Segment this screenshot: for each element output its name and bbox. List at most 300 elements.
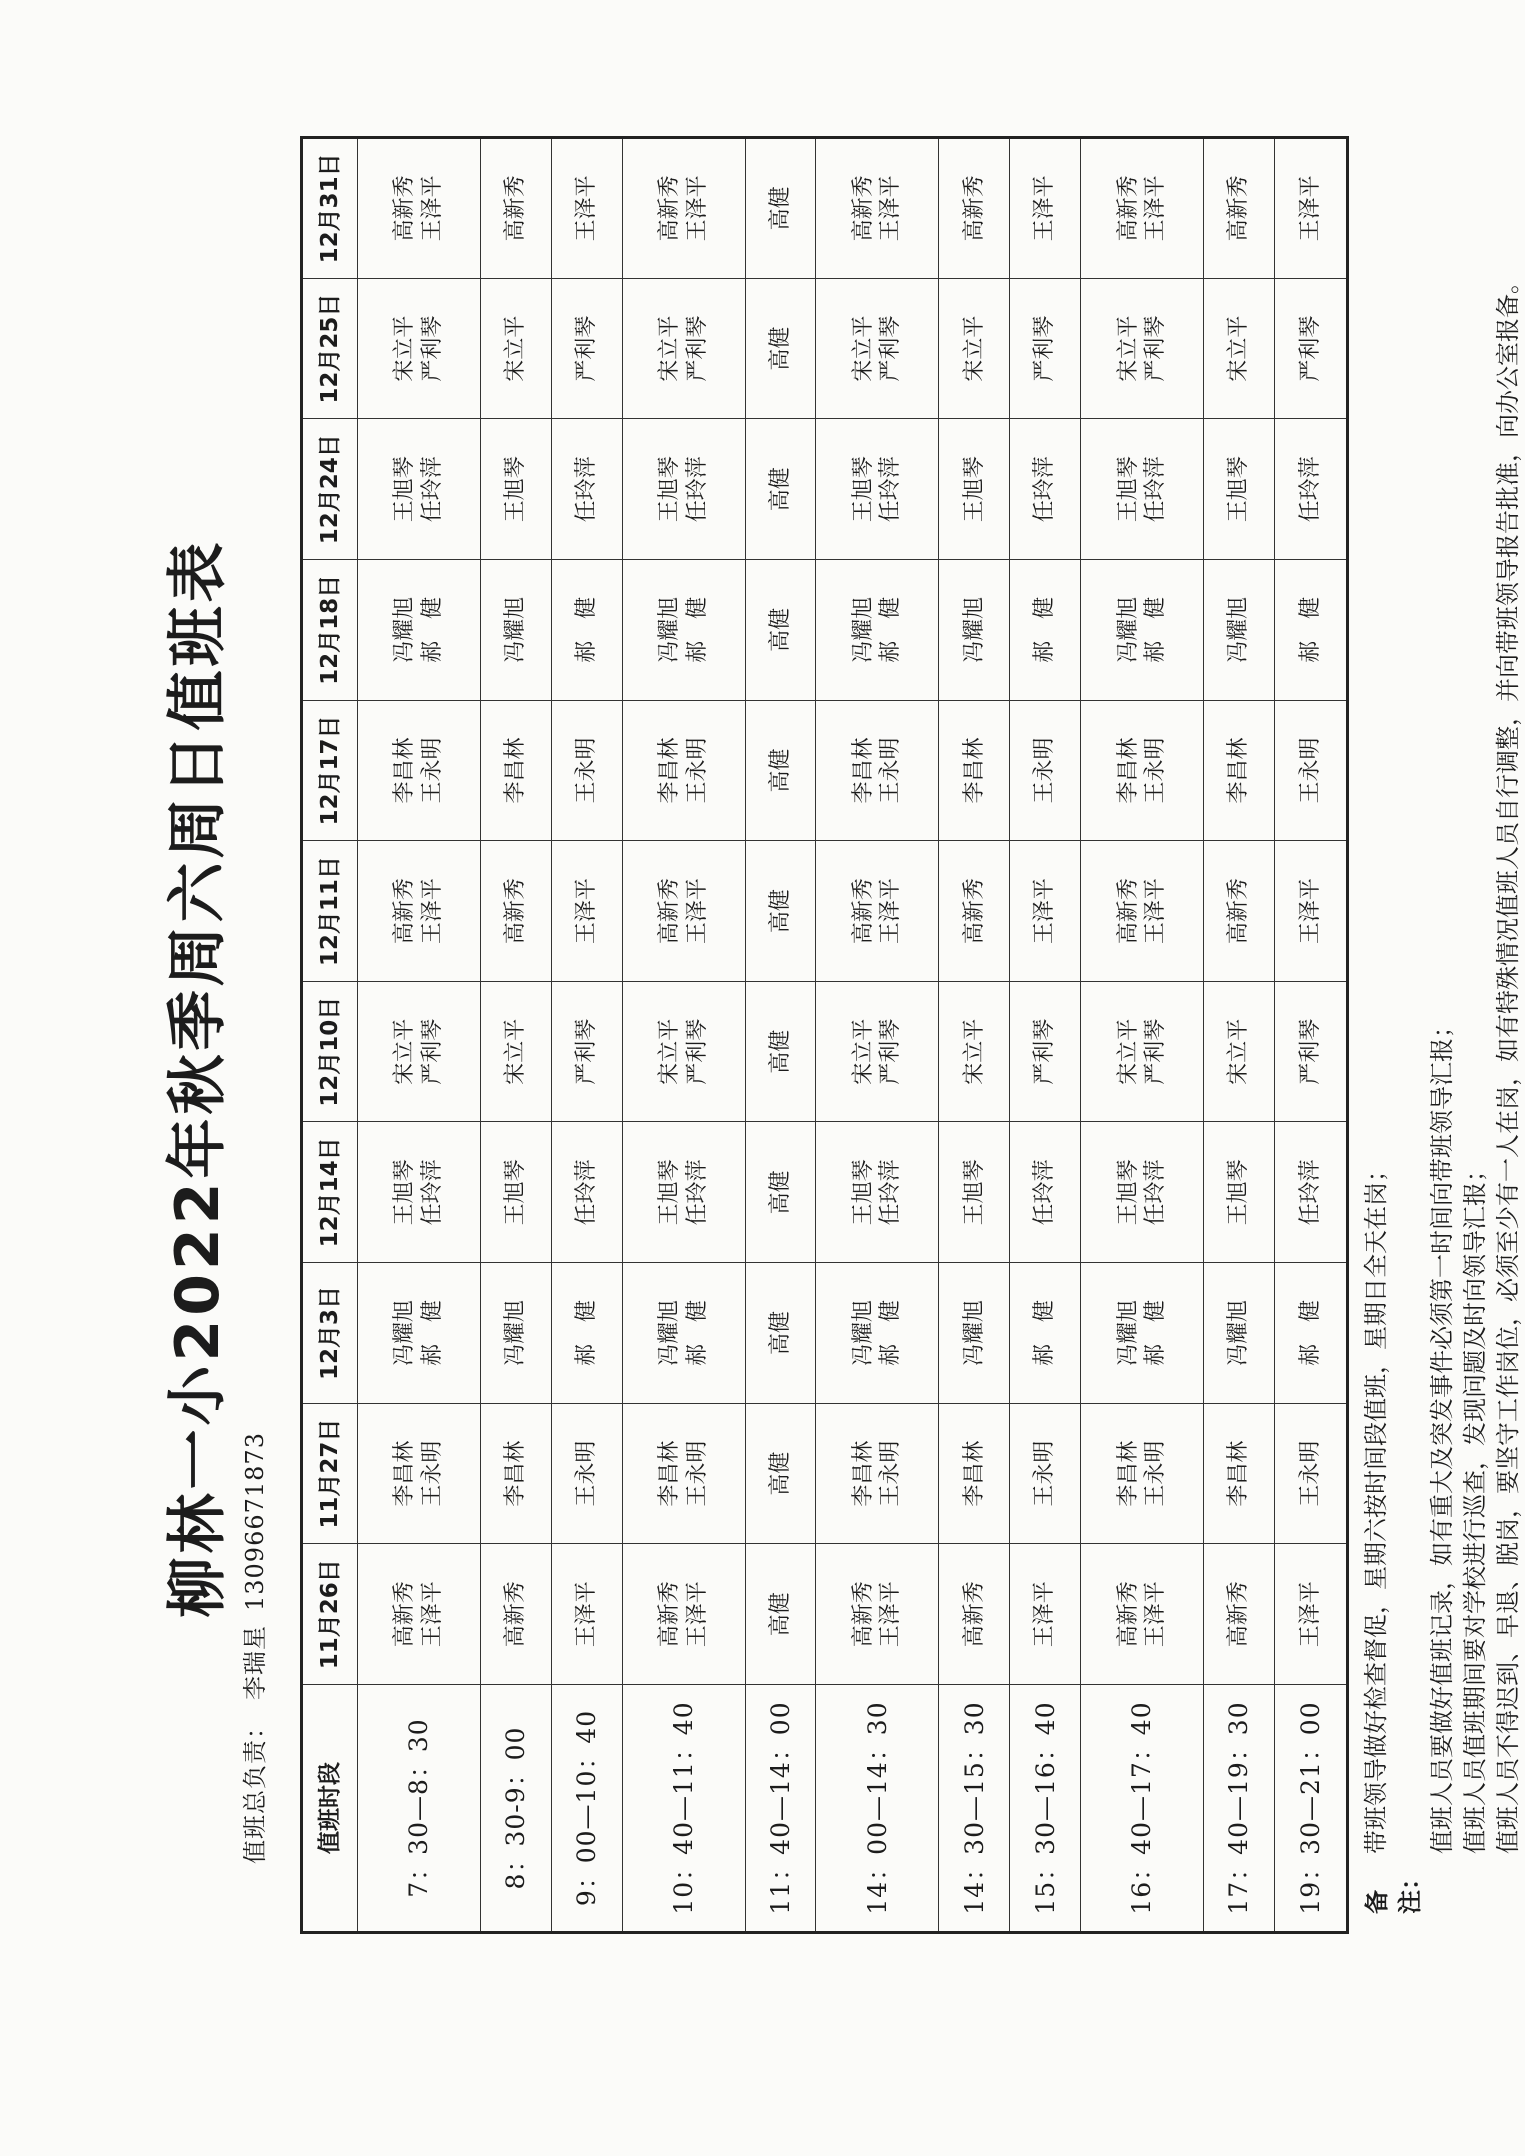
duty-cell [1204,981,1275,1122]
staff-name: 王永明 [1143,737,1169,804]
staff-name: 冯耀旭 [850,596,876,663]
staff-name: 宋立平 [657,315,683,382]
duty-cell [1081,1263,1204,1404]
staff-name: 冯耀旭 [1226,596,1252,663]
staff-name: 高新秀 [657,878,683,945]
staff-name: 王泽平 [1032,878,1058,945]
duty-cell [1081,1122,1204,1263]
duty-cell [939,1544,1010,1685]
remark-line [1492,114,1525,1914]
duty-cell [622,419,745,560]
supervisor-label: 值班总负责： [241,1714,269,1864]
staff-name: 王泽平 [573,878,599,945]
staff-name: 王泽平 [878,1581,904,1648]
staff-name: 王旭琴 [1226,456,1252,523]
duty-cell [745,1403,816,1544]
header-date: 12月10日 [302,981,358,1122]
staff-name: 郝 健 [419,1299,445,1366]
duty-cell [358,1122,481,1263]
table-body [358,138,1348,1933]
remark-text: 值班人员不得迟到、早退、脱岗，要坚守工作岗位，必须至少有一人在岗，如有特殊情况值班人员自行调整，并向带班领导报告批准，向办公室报备。 [1494,270,1522,1854]
duty-cell [1010,981,1081,1122]
staff-name: 任玲萍 [573,1159,599,1226]
staff-name: 王永明 [684,1440,710,1507]
staff-name: 郝 健 [878,596,904,663]
supervisor-name: 李瑞星 [241,1625,269,1700]
staff-name: 严利琴 [419,1018,445,1085]
staff-name: 高新秀 [657,1581,683,1648]
duty-cell [939,1122,1010,1263]
staff-name: 王永明 [1297,737,1323,804]
duty-cell [1010,700,1081,841]
staff-name: 王泽平 [573,1581,599,1648]
staff-name: 宋立平 [1226,1018,1252,1085]
staff-name: 王泽平 [573,175,599,242]
duty-cell [1010,1544,1081,1685]
staff-name: 严利琴 [1297,315,1323,382]
duty-cell [816,560,939,701]
staff-name: 王泽平 [1032,1581,1058,1648]
time-slot-cell: 7：30—8：30 [358,1685,481,1933]
staff-name: 王旭琴 [392,456,418,523]
duty-cell [551,700,622,841]
staff-name: 高新秀 [503,878,529,945]
duty-cell [1274,1122,1347,1263]
staff-name: 王永明 [1143,1440,1169,1507]
staff-name: 高新秀 [503,1581,529,1648]
remark-text: 带班领导做好检查督促，星期六按时间段值班，星期日全天在岗； [1362,1158,1390,1854]
staff-name: 李昌林 [1115,1440,1141,1507]
staff-name: 高新秀 [1115,1581,1141,1648]
duty-cell [551,841,622,982]
duty-cell [1204,1544,1275,1685]
staff-name: 冯耀旭 [657,1299,683,1366]
table-header-row [302,138,358,1933]
time-slot-cell: 8：30-9：00 [480,1685,551,1933]
table-row [745,138,816,1933]
header-date: 11月26日 [302,1544,358,1685]
staff-name: 任玲萍 [878,1159,904,1226]
table-row [1081,138,1204,1933]
staff-name: 宋立平 [850,1018,876,1085]
staff-name: 冯耀旭 [657,596,683,663]
duty-cell [622,278,745,419]
duty-cell [745,1122,816,1263]
supervisor-line [235,1418,270,1864]
staff-name: 王旭琴 [1115,1159,1141,1226]
staff-name: 王旭琴 [1115,456,1141,523]
staff-name: 王泽平 [1032,175,1058,242]
staff-name: 任玲萍 [1143,1159,1169,1226]
staff-name: 李昌林 [392,737,418,804]
duty-cell [358,419,481,560]
staff-name: 王永明 [573,1440,599,1507]
staff-name: 高新秀 [1226,175,1252,242]
staff-name: 李昌林 [657,737,683,804]
duty-cell [745,1544,816,1685]
staff-name: 王泽平 [684,1581,710,1648]
header-date: 12月24日 [302,419,358,560]
duty-cell [939,560,1010,701]
staff-name: 郝 健 [684,1299,710,1366]
staff-name: 严利琴 [1297,1018,1323,1085]
staff-name: 郝 健 [1032,1299,1058,1366]
duty-cell [1274,981,1347,1122]
staff-name: 任玲萍 [1143,456,1169,523]
duty-cell [1204,1122,1275,1263]
duty-cell [745,841,816,982]
remark-text: 值班人员要做好值班记录，如有重大及突发事件必须第一时间向带班领导汇报； [1428,1014,1456,1854]
staff-name: 王永明 [419,737,445,804]
staff-name: 王泽平 [1143,1581,1169,1648]
time-slot-cell: 11：40—14：00 [745,1685,816,1933]
staff-name: 王永明 [419,1440,445,1507]
staff-name: 宋立平 [657,1018,683,1085]
staff-name: 李昌林 [961,1440,987,1507]
staff-name: 严利琴 [684,1018,710,1085]
duty-cell [1081,700,1204,841]
duty-cell [939,841,1010,982]
staff-name: 王永明 [684,737,710,804]
staff-name: 郝 健 [573,1299,599,1366]
staff-name: 严利琴 [1143,1018,1169,1085]
staff-name: 严利琴 [1143,315,1169,382]
duty-cell [1274,1403,1347,1544]
staff-name: 王永明 [1297,1440,1323,1507]
duty-cell [551,981,622,1122]
duty-cell [358,1403,481,1544]
duty-cell [480,1263,551,1404]
duty-cell [1274,1263,1347,1404]
duty-cell [622,1263,745,1404]
duty-cell [1081,419,1204,560]
duty-cell [1274,419,1347,560]
staff-name: 宋立平 [961,1018,987,1085]
staff-name: 王泽平 [1297,175,1323,242]
staff-name: 严利琴 [1032,1018,1058,1085]
duty-cell [745,278,816,419]
duty-cell [1081,841,1204,982]
staff-name: 郝 健 [1032,596,1058,663]
duty-cell [816,138,939,279]
staff-name: 王旭琴 [657,456,683,523]
staff-name: 冯耀旭 [1115,1299,1141,1366]
duty-cell [622,1544,745,1685]
duty-cell [551,560,622,701]
page-title: 柳林一小2022年秋季周六周日值班表 [163,538,233,1618]
time-slot-cell: 19：30—21：00 [1274,1685,1347,1933]
staff-name: 严利琴 [573,315,599,382]
duty-cell [480,841,551,982]
duty-cell [1204,560,1275,701]
staff-name: 高新秀 [392,175,418,242]
staff-name: 冯耀旭 [392,1299,418,1366]
staff-name: 王泽平 [419,878,445,945]
staff-name: 严利琴 [1032,315,1058,382]
duty-cell [622,700,745,841]
duty-cell [939,981,1010,1122]
staff-name: 李昌林 [657,1440,683,1507]
duty-cell [551,1122,622,1263]
duty-cell [816,1403,939,1544]
table-row [551,138,622,1933]
duty-cell [480,700,551,841]
duty-cell [745,560,816,701]
table-row [480,138,551,1933]
remarks-label: 备注： [1362,1866,1424,1914]
duty-cell [1010,138,1081,279]
duty-cell [745,1263,816,1404]
staff-name: 李昌林 [503,1440,529,1507]
duty-cell [1081,981,1204,1122]
staff-name: 任玲萍 [684,456,710,523]
duty-cell [939,700,1010,841]
staff-name: 王旭琴 [961,1159,987,1226]
staff-name: 高新秀 [1115,878,1141,945]
staff-name: 王泽平 [1297,1581,1323,1648]
duty-cell [551,278,622,419]
staff-name: 高新秀 [961,1581,987,1648]
time-slot-cell: 15：30—16：40 [1010,1685,1081,1933]
table-row [358,138,481,1933]
staff-name: 李昌林 [961,737,987,804]
duty-cell [1274,278,1347,419]
staff-name: 郝 健 [1143,596,1169,663]
staff-name: 王旭琴 [850,456,876,523]
staff-name: 郝 健 [1297,596,1323,663]
staff-name: 李昌林 [850,1440,876,1507]
header-date: 12月17日 [302,700,358,841]
staff-name: 高健 [767,326,793,371]
time-slot-cell: 9：00—10：40 [551,1685,622,1933]
staff-name: 王旭琴 [657,1159,683,1226]
staff-name: 李昌林 [850,737,876,804]
staff-name: 郝 健 [1143,1299,1169,1366]
header-date: 11月27日 [302,1403,358,1544]
staff-name: 王泽平 [1297,878,1323,945]
staff-name: 严利琴 [878,1018,904,1085]
duty-schedule-table [300,136,1349,1934]
duty-cell [551,1263,622,1404]
staff-name: 冯耀旭 [503,1299,529,1366]
duty-cell [551,1403,622,1544]
duty-cell [358,841,481,982]
staff-name: 高健 [767,607,793,652]
staff-name: 高新秀 [850,878,876,945]
duty-cell [816,700,939,841]
staff-name: 郝 健 [573,596,599,663]
duty-cell [1081,138,1204,279]
staff-name: 高新秀 [657,175,683,242]
staff-name: 任玲萍 [684,1159,710,1226]
staff-name: 李昌林 [1115,737,1141,804]
remark-line [1459,114,1492,1914]
staff-name: 王永明 [878,737,904,804]
duty-cell [1010,419,1081,560]
table-row [939,138,1010,1933]
staff-name: 冯耀旭 [961,1299,987,1366]
staff-name: 王永明 [1032,737,1058,804]
time-slot-cell: 14：00—14：30 [816,1685,939,1933]
duty-cell [1010,1403,1081,1544]
staff-name: 宋立平 [503,1018,529,1085]
duty-cell [358,278,481,419]
staff-name: 王泽平 [684,175,710,242]
staff-name: 郝 健 [684,596,710,663]
staff-name: 高新秀 [850,1581,876,1648]
duty-cell [1274,560,1347,701]
staff-name: 王泽平 [1143,878,1169,945]
duty-cell [816,1122,939,1263]
staff-name: 严利琴 [684,315,710,382]
staff-name: 严利琴 [573,1018,599,1085]
duty-cell [745,138,816,279]
staff-name: 李昌林 [1226,1440,1252,1507]
duty-cell [622,1403,745,1544]
staff-name: 宋立平 [503,315,529,382]
remark-line [1360,114,1426,1914]
duty-cell [480,1403,551,1544]
staff-name: 高新秀 [392,878,418,945]
duty-cell [358,700,481,841]
header-date: 12月31日 [302,138,358,279]
staff-name: 高健 [767,186,793,231]
time-slot-cell: 17：40—19：30 [1204,1685,1275,1933]
duty-cell [622,1122,745,1263]
staff-name: 任玲萍 [419,1159,445,1226]
duty-cell [480,138,551,279]
staff-name: 宋立平 [1115,1018,1141,1085]
staff-name: 高健 [767,1310,793,1355]
staff-name: 王泽平 [419,1581,445,1648]
duty-cell [1010,841,1081,982]
supervisor-phone: 13096671873 [241,1432,269,1611]
duty-cell [358,560,481,701]
duty-cell [480,278,551,419]
time-slot-cell: 14：30—15：30 [939,1685,1010,1933]
duty-cell [480,1544,551,1685]
staff-name: 冯耀旭 [1115,596,1141,663]
duty-cell [816,1263,939,1404]
staff-name: 高新秀 [1115,175,1141,242]
duty-cell [816,1544,939,1685]
staff-name: 李昌林 [1226,737,1252,804]
staff-name: 王泽平 [878,878,904,945]
staff-name: 王旭琴 [850,1159,876,1226]
table-row [816,138,939,1933]
duty-cell [1204,1403,1275,1544]
duty-cell [358,138,481,279]
staff-name: 王旭琴 [961,456,987,523]
duty-cell [622,560,745,701]
duty-cell [939,278,1010,419]
staff-name: 高新秀 [392,1581,418,1648]
duty-cell [816,841,939,982]
time-slot-cell: 16：40—17：40 [1081,1685,1204,1933]
remark-text: 值班人员值班期间要对学校进行巡查，发现问题及时向领导汇报； [1461,1158,1489,1854]
staff-name: 高新秀 [961,175,987,242]
time-slot-cell: 10：40—11：40 [622,1685,745,1933]
duty-cell [358,981,481,1122]
duty-cell [358,1263,481,1404]
staff-name: 王旭琴 [503,1159,529,1226]
staff-name: 任玲萍 [878,456,904,523]
staff-name: 高健 [767,1451,793,1496]
duty-cell [1274,1544,1347,1685]
duty-cell [551,138,622,279]
staff-name: 王泽平 [419,175,445,242]
remarks-section [1360,114,1525,1914]
staff-name: 李昌林 [392,1440,418,1507]
duty-cell [622,981,745,1122]
staff-name: 宋立平 [850,315,876,382]
duty-cell [1010,560,1081,701]
staff-name: 任玲萍 [419,456,445,523]
header-time-slot: 值班时段 [302,1685,358,1933]
staff-name: 王永明 [573,737,599,804]
duty-cell [1081,1403,1204,1544]
staff-name: 郝 健 [1297,1299,1323,1366]
staff-name: 宋立平 [392,315,418,382]
staff-name: 高健 [767,889,793,934]
duty-cell [1274,841,1347,982]
duty-cell [551,1544,622,1685]
duty-cell [816,278,939,419]
duty-cell [939,138,1010,279]
duty-cell [1081,278,1204,419]
staff-name: 王泽平 [878,175,904,242]
duty-cell [1204,841,1275,982]
table-row [1204,138,1275,1933]
header-date: 12月18日 [302,560,358,701]
duty-cell [939,419,1010,560]
staff-name: 冯耀旭 [1226,1299,1252,1366]
duty-cell [816,419,939,560]
duty-cell [480,560,551,701]
duty-cell [480,1122,551,1263]
staff-name: 高健 [767,1029,793,1074]
duty-cell [1204,419,1275,560]
duty-cell [1081,1544,1204,1685]
duty-cell [816,981,939,1122]
staff-name: 冯耀旭 [961,596,987,663]
table-row [1274,138,1347,1933]
staff-name: 王泽平 [1143,175,1169,242]
duty-cell [551,419,622,560]
duty-cell [1204,278,1275,419]
staff-name: 冯耀旭 [503,596,529,663]
staff-name: 冯耀旭 [392,596,418,663]
staff-name: 王旭琴 [392,1159,418,1226]
header-date: 12月14日 [302,1122,358,1263]
duty-cell [1010,278,1081,419]
staff-name: 任玲萍 [1032,456,1058,523]
header-date: 12月3日 [302,1263,358,1404]
staff-name: 任玲萍 [1297,456,1323,523]
staff-name: 王泽平 [684,878,710,945]
duty-cell [745,419,816,560]
duty-cell [1204,700,1275,841]
duty-cell [745,981,816,1122]
staff-name: 高健 [767,748,793,793]
staff-name: 宋立平 [392,1018,418,1085]
duty-cell [939,1403,1010,1544]
staff-name: 冯耀旭 [850,1299,876,1366]
staff-name: 高新秀 [1226,878,1252,945]
staff-name: 任玲萍 [573,456,599,523]
staff-name: 高新秀 [961,878,987,945]
header-date: 12月11日 [302,841,358,982]
